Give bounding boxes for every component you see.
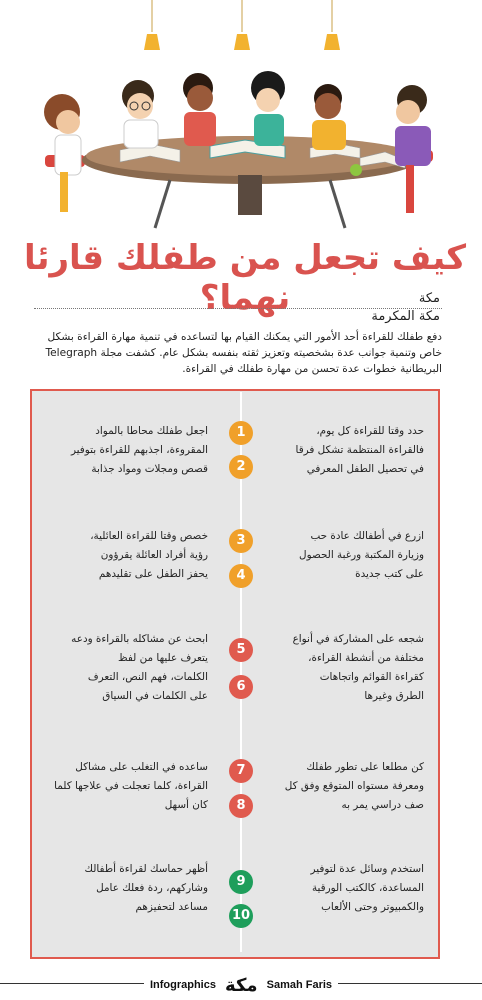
tip-number-10: 10 bbox=[229, 904, 253, 928]
footer-infographics: Infographics bbox=[149, 979, 216, 992]
intro-paragraph: دفع طفلك للقراءة أحد الأمور التي يمكنك القيام بها لتساعده في تنمية مهارة القراءة بشكل خاص وتنمية جوانب عدة بشخصيته وتعزيز ثقته بنفسه بشكل عام. كشفت مجلة Telegraph البريطانية خطوات عدة تحسن من مهارة طفلك في القراءة. bbox=[45, 331, 442, 375]
tip-10: أظهر حماسك لقراءة أطفالك وشاركهم، ردة فعلك عامل مساعد لتحفيزهم bbox=[84, 863, 208, 913]
makkah-logo: مكة bbox=[219, 975, 264, 996]
dateline-city: مكة bbox=[418, 291, 440, 306]
tip-6: ابحث عن مشاكله بالقراءة ودعه يتعرف عليها من لفظ الكلمات، فهم النص، التعرف على الكلمات في السياق bbox=[71, 633, 208, 702]
tip-number-8: 8 bbox=[229, 794, 253, 818]
page-title: كيف تجعل من طفلك قارئا نهما؟ bbox=[23, 238, 467, 318]
footer-author: Samah Faris bbox=[266, 979, 333, 992]
tip-1: حدد وقتا للقراءة كل يوم، فالقراءة المنتظمة تشكل فرقا في تحصيل الطفل المعرفي bbox=[295, 425, 424, 475]
tip-number-7: 7 bbox=[229, 759, 253, 783]
tip-number-1: 1 bbox=[229, 421, 253, 445]
tip-5: شجعه على المشاركة في أنواع مختلفة من أنشطة القراءة، كقراءة القوائم واتجاهات الطرق وغيرها bbox=[292, 633, 424, 702]
tip-number-4: 4 bbox=[229, 564, 253, 588]
tip-number-2: 2 bbox=[229, 455, 253, 479]
tip-9: استخدم وسائل عدة لتوفير المساعدة، كالكتب الورقية والكمبيوتر وحتى الألعاب bbox=[310, 863, 424, 913]
ceiling-lamp-icon bbox=[144, 0, 340, 50]
tip-number-3: 3 bbox=[229, 529, 253, 553]
tip-3: ازرع في أطفالك عادة حب وزيارة المكتبة ورغبة الحصول على كتب جديدة bbox=[299, 530, 424, 580]
children-reading-illustration bbox=[0, 0, 482, 238]
tip-number-6: 6 bbox=[229, 675, 253, 699]
tip-number-5: 5 bbox=[229, 638, 253, 662]
footer-credits bbox=[0, 975, 482, 996]
tip-2: اجعل طفلك محاطا بالمواد المقروءة، اجذبهم للقراءة بتوفير قصص ومجلات ومواد جذابة bbox=[70, 425, 208, 475]
dateline-location: مكة المكرمة bbox=[371, 309, 440, 324]
tip-8: ساعده في التغلب على مشاكل القراءة، كلما تعجلت في علاجها كلما كان أسهل bbox=[54, 761, 208, 811]
tip-7: كن مطلعا على تطور طفلك ومعرفة مستواه المتوقع وفق كل صف دراسي يمر به bbox=[284, 761, 424, 811]
tip-4: خصص وقتا للقراءة العائلية، رؤية أفراد العائلة يقرؤون يحفز الطفل على تقليدهم bbox=[90, 530, 208, 580]
tip-number-9: 9 bbox=[229, 870, 253, 894]
